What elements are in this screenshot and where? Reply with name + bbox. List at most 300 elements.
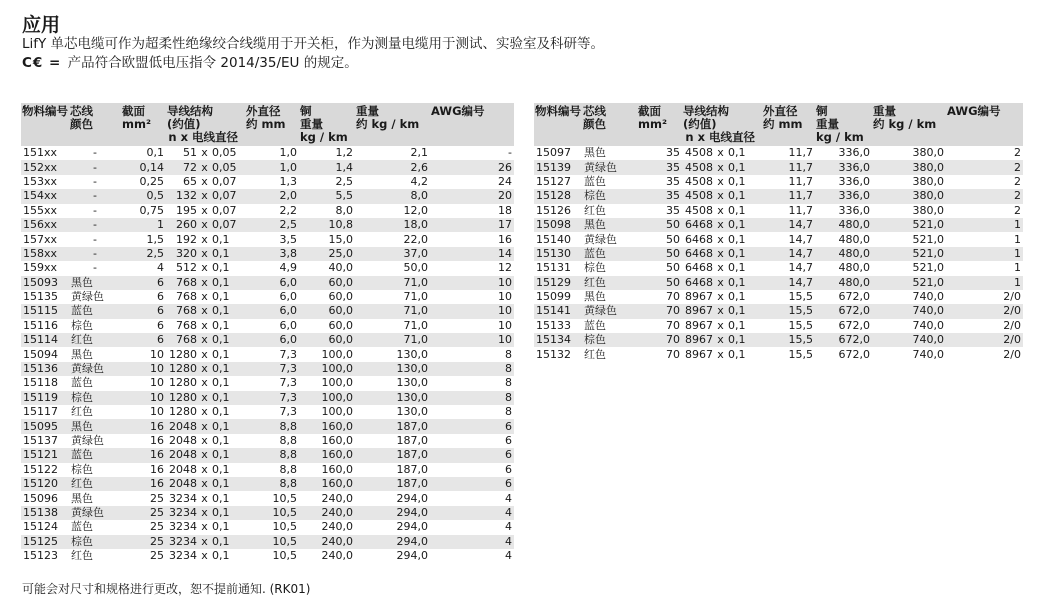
cell-strand-count: 260 — [176, 218, 197, 232]
cell-strand-count: 3234 — [169, 491, 197, 505]
cell-strand-count: 4508 — [685, 160, 713, 174]
cell-wire-diameter: 0,1 — [212, 448, 230, 462]
cell-outer-diameter: 10,5 — [272, 520, 297, 534]
cell-copper-weight: 336,0 — [838, 146, 870, 160]
table-row — [534, 304, 1023, 318]
table-row — [534, 175, 1023, 189]
cell-core-color: - — [93, 160, 97, 174]
cell-outer-diameter: 2,0 — [279, 189, 297, 203]
cell-times: x — [201, 520, 208, 534]
cell-core-color: 棕色 — [71, 390, 93, 404]
cell-weight: 294,0 — [396, 505, 428, 519]
cell-copper-weight: 480,0 — [838, 232, 870, 246]
cell-weight: 130,0 — [396, 347, 428, 361]
cell-cross-section: 10 — [150, 405, 164, 419]
cell-weight: 294,0 — [396, 520, 428, 534]
cell-cross-section: 25 — [150, 534, 164, 548]
section-title: 应用 — [22, 14, 61, 36]
cell-core-color: 红色 — [584, 347, 606, 361]
cell-strand-count: 6468 — [685, 246, 713, 260]
cell-outer-diameter: 7,3 — [279, 362, 297, 376]
cell-copper-weight: 10,8 — [328, 218, 353, 232]
cell-weight: 22,0 — [403, 232, 428, 246]
cell-part-no: 15114 — [23, 333, 58, 347]
cell-outer-diameter: 15,5 — [788, 318, 813, 332]
cell-copper-weight: 100,0 — [321, 362, 353, 376]
cell-core-color: 红色 — [71, 549, 93, 563]
cell-outer-diameter: 11,7 — [788, 174, 813, 188]
cell-outer-diameter: 15,5 — [788, 304, 813, 318]
cell-part-no: 15122 — [23, 462, 58, 476]
cell-copper-weight: 8,0 — [335, 203, 353, 217]
cell-core-color: 黑色 — [71, 491, 93, 505]
cell-awg: 6 — [505, 434, 512, 447]
spec-table-left-wrapper — [21, 103, 514, 563]
cell-cross-section: 25 — [150, 520, 164, 534]
cell-weight: 71,0 — [403, 304, 428, 318]
cell-awg: 8 — [505, 362, 512, 376]
table-row — [534, 189, 1023, 203]
cell-wire-diameter: 0,1 — [728, 347, 746, 361]
cell-times: x — [201, 160, 208, 174]
cell-core-color: 黄绿色 — [71, 290, 104, 304]
table-row — [21, 391, 514, 405]
cell-awg: 1 — [1014, 246, 1021, 260]
cell-part-no: 15128 — [536, 189, 571, 203]
cell-awg: 12 — [498, 261, 512, 275]
cell-part-no: 15132 — [536, 347, 571, 361]
cell-strand-count: 72 — [183, 160, 197, 174]
cell-outer-diameter: 8,8 — [279, 477, 297, 491]
table-row — [21, 232, 514, 246]
cell-outer-diameter: 1,0 — [279, 146, 297, 160]
cell-outer-diameter: 3,5 — [279, 232, 297, 246]
cell-times: x — [717, 304, 724, 318]
cell-copper-weight: 25,0 — [328, 246, 353, 260]
cell-part-no: 15096 — [23, 491, 58, 505]
cell-weight: 187,0 — [396, 462, 428, 476]
cell-core-color: 蓝色 — [584, 174, 606, 188]
cell-times: x — [201, 448, 208, 462]
cell-wire-diameter: 0,1 — [728, 275, 746, 289]
cell-part-no: 153xx — [23, 174, 58, 188]
table-header — [21, 103, 514, 146]
cell-weight: 380,0 — [912, 203, 944, 217]
cell-wire-diameter: 0,1 — [212, 549, 230, 563]
cell-outer-diameter: 7,3 — [279, 405, 297, 419]
cell-cross-section: 25 — [150, 549, 164, 563]
table-row — [21, 290, 514, 304]
cell-core-color: 黑色 — [71, 419, 93, 433]
table-row — [21, 362, 514, 376]
cell-strand-count: 768 — [176, 275, 197, 289]
cell-weight: 380,0 — [912, 174, 944, 188]
cell-cross-section: 0,75 — [139, 203, 164, 217]
cell-times: x — [201, 434, 208, 447]
cell-times: x — [717, 174, 724, 188]
table-row — [21, 463, 514, 477]
table-row — [21, 333, 514, 347]
cell-copper-weight: 60,0 — [328, 275, 353, 289]
cell-strand-count: 1280 — [169, 376, 197, 390]
table-row — [21, 549, 514, 563]
cell-copper-weight: 480,0 — [838, 275, 870, 289]
cell-times: x — [201, 189, 208, 203]
cell-strand-count: 8967 — [685, 318, 713, 332]
cell-awg: 10 — [498, 333, 512, 347]
cell-copper-weight: 480,0 — [838, 246, 870, 260]
cell-cross-section: 16 — [150, 419, 164, 433]
cell-part-no: 15117 — [23, 405, 58, 419]
cell-part-no: 15099 — [536, 290, 571, 304]
cell-times: x — [717, 218, 724, 232]
cell-strand-count: 4508 — [685, 203, 713, 217]
cell-copper-weight: 480,0 — [838, 261, 870, 275]
cell-outer-diameter: 11,7 — [788, 189, 813, 203]
cell-times: x — [201, 261, 208, 275]
header-core-color — [582, 103, 637, 146]
cell-strand-count: 768 — [176, 290, 197, 304]
cell-wire-diameter: 0,05 — [212, 146, 237, 160]
cell-weight: 12,0 — [403, 203, 428, 217]
cell-awg: 8 — [505, 390, 512, 404]
cell-awg: 1 — [1014, 261, 1021, 275]
cell-times: x — [201, 549, 208, 563]
header-copper-weight — [299, 103, 355, 146]
cell-awg: 4 — [505, 505, 512, 519]
cell-weight: 187,0 — [396, 419, 428, 433]
cell-awg: 6 — [505, 448, 512, 462]
cell-core-color: 棕色 — [71, 534, 93, 548]
table-body — [21, 146, 514, 563]
cell-copper-weight: 240,0 — [321, 520, 353, 534]
cell-copper-weight: 160,0 — [321, 477, 353, 491]
cell-cross-section: 50 — [666, 218, 680, 232]
cell-outer-diameter: 15,5 — [788, 347, 813, 361]
cell-core-color: 蓝色 — [71, 304, 93, 318]
cell-copper-weight: 15,0 — [328, 232, 353, 246]
cell-awg: 10 — [498, 275, 512, 289]
cell-awg: 6 — [505, 419, 512, 433]
cell-part-no: 15131 — [536, 261, 571, 275]
cell-cross-section: 70 — [666, 290, 680, 304]
cell-strand-count: 512 — [176, 261, 197, 275]
table-row — [21, 506, 514, 520]
cell-strand-count: 768 — [176, 318, 197, 332]
header-outer-diameter — [245, 103, 299, 146]
cell-times: x — [201, 534, 208, 548]
cell-strand-count: 2048 — [169, 462, 197, 476]
cell-outer-diameter: 4,9 — [279, 261, 297, 275]
table-row — [534, 276, 1023, 290]
cell-weight: 18,0 — [403, 218, 428, 232]
cell-awg: 2/0 — [1003, 318, 1021, 332]
table-row — [534, 204, 1023, 218]
cell-copper-weight: 40,0 — [328, 261, 353, 275]
header-label: 截面 — [638, 104, 661, 118]
cell-copper-weight: 240,0 — [321, 549, 353, 563]
cell-strand-count: 768 — [176, 333, 197, 347]
cell-part-no: 15136 — [23, 362, 58, 376]
cell-strand-count: 768 — [176, 304, 197, 318]
cell-times: x — [717, 146, 724, 160]
cell-weight: 50,0 — [403, 261, 428, 275]
cell-wire-diameter: 0,1 — [728, 203, 746, 217]
cell-outer-diameter: 10,5 — [272, 505, 297, 519]
header-row — [21, 103, 514, 146]
cell-strand-count: 320 — [176, 246, 197, 260]
cell-outer-diameter: 1,3 — [279, 174, 297, 188]
header-label: 导线结构 — [683, 104, 729, 118]
cell-strand-count: 4508 — [685, 189, 713, 203]
cell-weight: 294,0 — [396, 491, 428, 505]
cell-strand-count: 2048 — [169, 434, 197, 447]
cell-awg: 2 — [1014, 203, 1021, 217]
header-label: 约 mm — [763, 117, 803, 131]
cell-weight: 380,0 — [912, 146, 944, 160]
cell-awg: 18 — [498, 203, 512, 217]
cell-wire-diameter: 0,1 — [212, 304, 230, 318]
header-label: 重量 — [816, 117, 839, 131]
cell-weight: 740,0 — [912, 290, 944, 304]
header-awg — [946, 103, 1023, 146]
cell-cross-section: 50 — [666, 246, 680, 260]
cell-cross-section: 35 — [666, 189, 680, 203]
cell-outer-diameter: 3,8 — [279, 246, 297, 260]
cell-weight: 380,0 — [912, 160, 944, 174]
cell-awg: 8 — [505, 405, 512, 419]
header-strand-structure — [682, 103, 762, 146]
cell-cross-section: 0,25 — [139, 174, 164, 188]
table-row — [21, 218, 514, 232]
cell-part-no: 15133 — [536, 318, 571, 332]
cell-wire-diameter: 0,1 — [728, 246, 746, 260]
header-strand-structure — [166, 103, 245, 146]
cell-times: x — [201, 333, 208, 347]
cell-part-no: 15125 — [23, 534, 58, 548]
cell-core-color: 黑色 — [584, 146, 606, 160]
cell-wire-diameter: 0,1 — [212, 434, 230, 447]
cell-copper-weight: 160,0 — [321, 448, 353, 462]
cell-times: x — [717, 160, 724, 174]
cell-cross-section: 16 — [150, 448, 164, 462]
cell-core-color: 黄绿色 — [584, 232, 617, 246]
cell-wire-diameter: 0,07 — [212, 189, 237, 203]
table-row — [21, 448, 514, 462]
header-label: kg / km — [300, 130, 348, 144]
cell-strand-count: 6468 — [685, 261, 713, 275]
cell-times: x — [201, 246, 208, 260]
cell-strand-count: 2048 — [169, 477, 197, 491]
cell-part-no: 15127 — [536, 174, 571, 188]
cell-copper-weight: 672,0 — [838, 347, 870, 361]
cell-strand-count: 3234 — [169, 549, 197, 563]
cell-core-color: - — [93, 174, 97, 188]
cell-awg: 8 — [505, 347, 512, 361]
cell-copper-weight: 100,0 — [321, 405, 353, 419]
cell-part-no: 15116 — [23, 318, 58, 332]
cell-wire-diameter: 0,1 — [728, 318, 746, 332]
cell-awg: 8 — [505, 376, 512, 390]
cell-part-no: 15095 — [23, 419, 58, 433]
cell-times: x — [201, 390, 208, 404]
cell-outer-diameter: 10,5 — [272, 534, 297, 548]
cell-cross-section: 35 — [666, 174, 680, 188]
cell-copper-weight: 240,0 — [321, 534, 353, 548]
cell-times: x — [717, 189, 724, 203]
cell-wire-diameter: 0,1 — [212, 318, 230, 332]
cell-wire-diameter: 0,05 — [212, 160, 237, 174]
cell-outer-diameter: 1,0 — [279, 160, 297, 174]
cell-cross-section: 25 — [150, 491, 164, 505]
cell-core-color: 黑色 — [584, 218, 606, 232]
cell-weight: 71,0 — [403, 318, 428, 332]
cell-times: x — [717, 232, 724, 246]
cell-outer-diameter: 11,7 — [788, 146, 813, 160]
header-label: (约值) — [683, 117, 717, 131]
cell-cross-section: 6 — [157, 290, 164, 304]
header-row — [534, 103, 1023, 146]
cell-awg: 2/0 — [1003, 304, 1021, 318]
cell-strand-count: 3234 — [169, 505, 197, 519]
table-row — [21, 261, 514, 275]
header-weight — [872, 103, 946, 146]
cell-strand-count: 2048 — [169, 419, 197, 433]
cell-cross-section: 35 — [666, 146, 680, 160]
cell-weight: 71,0 — [403, 290, 428, 304]
table-row — [534, 218, 1023, 232]
cell-core-color: 蓝色 — [584, 318, 606, 332]
cell-awg: 1 — [1014, 218, 1021, 232]
cell-strand-count: 8967 — [685, 333, 713, 347]
table-header — [534, 103, 1023, 146]
table-row — [21, 347, 514, 361]
header-label: n x 电线直径 — [685, 130, 755, 144]
cell-weight: 294,0 — [396, 549, 428, 563]
cell-outer-diameter: 11,7 — [788, 160, 813, 174]
cell-part-no: 15130 — [536, 246, 571, 260]
cell-awg: 4 — [505, 491, 512, 505]
cell-times: x — [717, 347, 724, 361]
cell-times: x — [201, 362, 208, 376]
cell-part-no: 156xx — [23, 218, 58, 232]
cell-part-no: 15135 — [23, 290, 58, 304]
cell-part-no: 15115 — [23, 304, 58, 318]
table-row — [21, 189, 514, 203]
cell-strand-count: 1280 — [169, 405, 197, 419]
cell-part-no: 152xx — [23, 160, 58, 174]
cell-part-no: 155xx — [23, 203, 58, 217]
cell-awg: 2 — [1014, 189, 1021, 203]
cell-outer-diameter: 14,7 — [788, 218, 813, 232]
cell-strand-count: 2048 — [169, 448, 197, 462]
header-label: 铜 — [816, 104, 828, 118]
cell-core-color: 红色 — [584, 275, 606, 289]
cell-weight: 4,2 — [410, 174, 428, 188]
cell-copper-weight: 5,5 — [335, 189, 353, 203]
cell-cross-section: 70 — [666, 318, 680, 332]
cell-weight: 521,0 — [912, 261, 944, 275]
header-label: 约 kg / km — [873, 117, 937, 131]
spec-table-left — [21, 103, 514, 563]
cell-core-color: 黑色 — [71, 275, 93, 289]
table-row — [534, 333, 1023, 347]
cell-times: x — [717, 333, 724, 347]
cell-copper-weight: 672,0 — [838, 333, 870, 347]
cell-weight: 130,0 — [396, 362, 428, 376]
table-row — [534, 319, 1023, 333]
cell-part-no: 15126 — [536, 203, 571, 217]
cell-core-color: - — [93, 218, 97, 232]
cell-cross-section: 4 — [157, 261, 164, 275]
cell-outer-diameter: 8,8 — [279, 434, 297, 447]
cell-wire-diameter: 0,1 — [728, 146, 746, 160]
cell-copper-weight: 336,0 — [838, 189, 870, 203]
cell-core-color: 蓝色 — [71, 376, 93, 390]
cell-outer-diameter: 6,0 — [279, 318, 297, 332]
cell-awg: 10 — [498, 290, 512, 304]
cell-weight: 187,0 — [396, 434, 428, 447]
cell-weight: 2,1 — [410, 146, 428, 160]
cell-awg: 2 — [1014, 146, 1021, 160]
cell-awg: 6 — [505, 477, 512, 491]
cell-outer-diameter: 6,0 — [279, 304, 297, 318]
cell-part-no: 15118 — [23, 376, 58, 390]
cell-times: x — [201, 505, 208, 519]
header-label: mm² — [638, 117, 668, 131]
cell-weight: 380,0 — [912, 189, 944, 203]
cell-awg: 4 — [505, 520, 512, 534]
header-label: 外直径 — [763, 104, 798, 118]
cell-cross-section: 70 — [666, 304, 680, 318]
cell-awg: 10 — [498, 304, 512, 318]
cell-weight: 521,0 — [912, 218, 944, 232]
table-row — [21, 146, 514, 160]
cell-part-no: 15129 — [536, 275, 571, 289]
header-label: mm² — [122, 117, 152, 131]
cell-wire-diameter: 0,1 — [728, 333, 746, 347]
cell-weight: 740,0 — [912, 333, 944, 347]
cell-outer-diameter: 8,8 — [279, 462, 297, 476]
cell-cross-section: 6 — [157, 318, 164, 332]
table-row — [21, 535, 514, 549]
cell-strand-count: 51 — [183, 146, 197, 160]
cell-cross-section: 10 — [150, 362, 164, 376]
cell-cross-section: 70 — [666, 333, 680, 347]
cell-times: x — [201, 275, 208, 289]
cell-weight: 521,0 — [912, 246, 944, 260]
cell-wire-diameter: 0,1 — [212, 290, 230, 304]
header-label: 截面 — [122, 104, 145, 118]
cell-core-color: 黑色 — [71, 347, 93, 361]
cell-times: x — [717, 261, 724, 275]
cell-wire-diameter: 0,1 — [212, 505, 230, 519]
cell-times: x — [201, 491, 208, 505]
cell-wire-diameter: 0,1 — [212, 376, 230, 390]
cell-wire-diameter: 0,07 — [212, 203, 237, 217]
cell-times: x — [201, 218, 208, 232]
cell-part-no: 15141 — [536, 304, 571, 318]
cell-copper-weight: 480,0 — [838, 218, 870, 232]
header-label: AWG编号 — [431, 104, 485, 118]
cell-part-no: 15119 — [23, 390, 58, 404]
cell-cross-section: 25 — [150, 505, 164, 519]
cell-wire-diameter: 0,1 — [212, 275, 230, 289]
cell-copper-weight: 100,0 — [321, 376, 353, 390]
cell-part-no: 15124 — [23, 520, 58, 534]
cell-outer-diameter: 7,3 — [279, 390, 297, 404]
table-row — [534, 160, 1023, 174]
